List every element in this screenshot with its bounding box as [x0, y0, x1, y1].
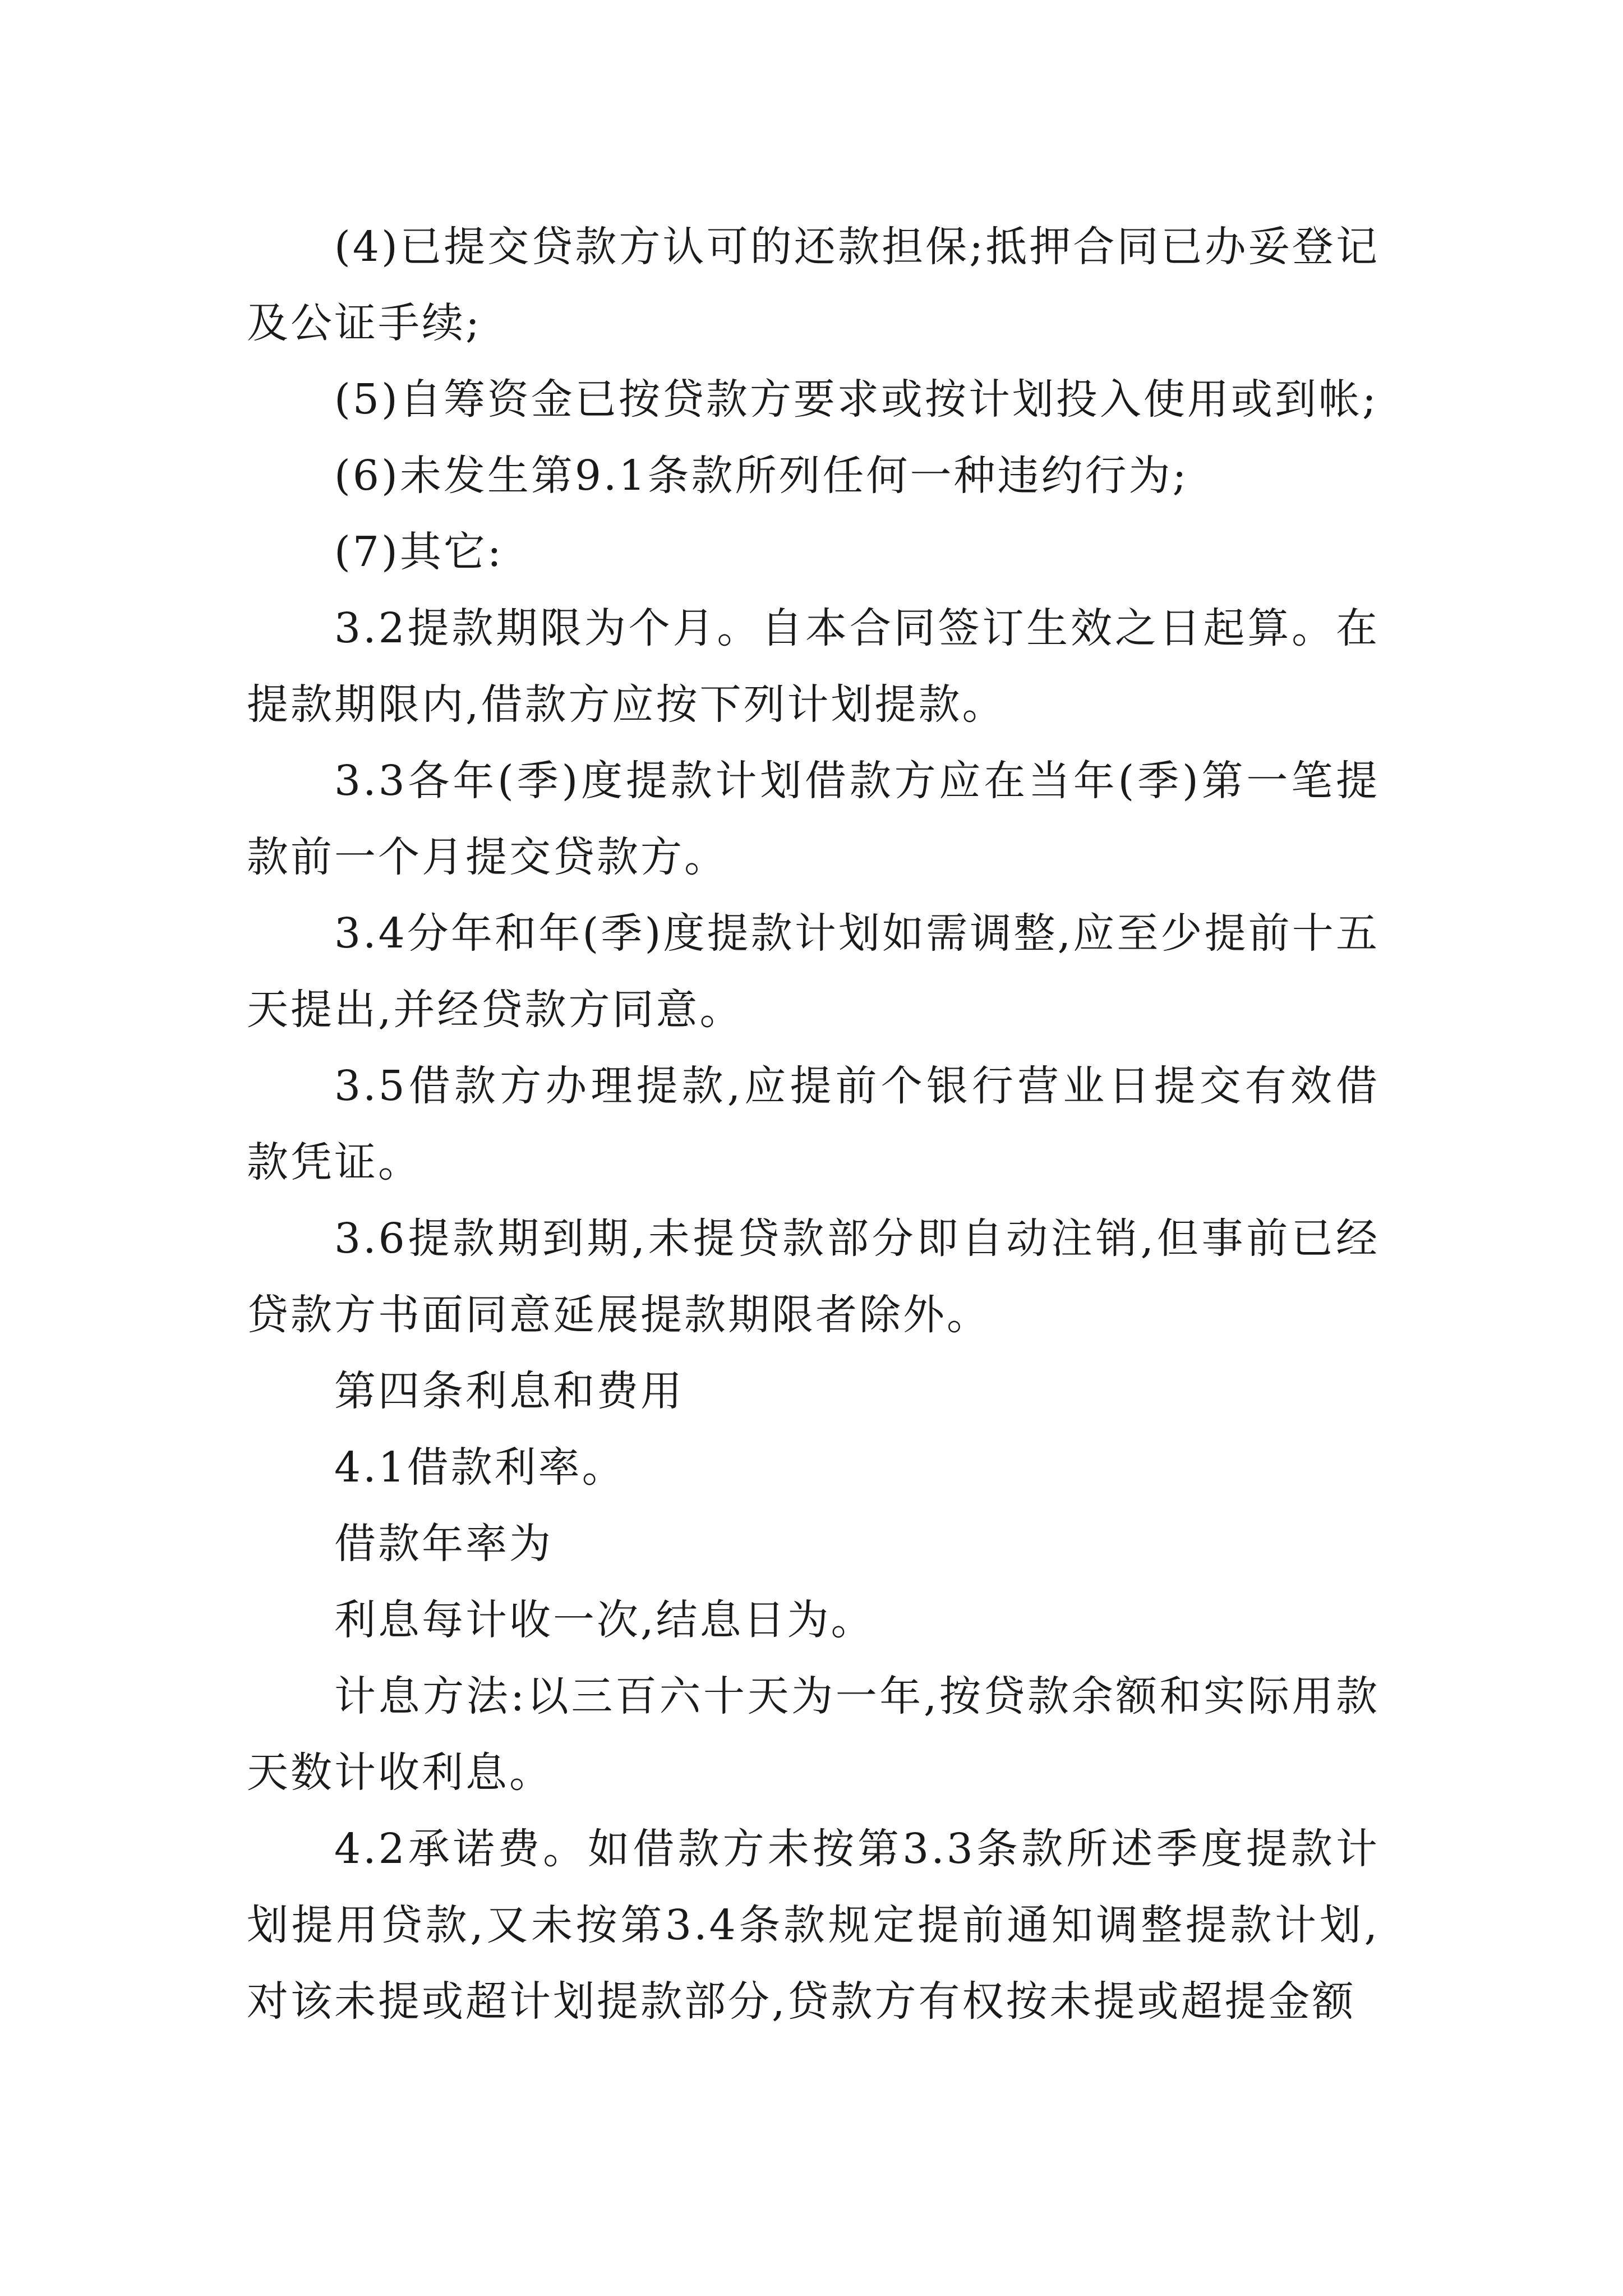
paragraph-item-5: (5)自筹资金已按贷款方要求或按计划投入使用或到帐; [334, 375, 1378, 424]
paragraph-clause-4-1: 4.1借款利率。 [334, 1443, 626, 1492]
paragraph-item-7: (7)其它: [334, 528, 504, 576]
paragraph-clause-3-5: 3.5借款方办理提款,应提前个银行营业日提交有效借款凭证。 [247, 1062, 1380, 1186]
paragraph-clause-4-2: 4.2承诺费。如借款方未按第3.3条款所述季度提款计划提用贷款,又未按第3.4条款规定提前通知调整提款计划,对该未提或超计划提款部分,贷款方有权按未提或超提金额 [247, 1825, 1380, 2026]
document-body [247, 209, 1380, 2040]
paragraph-clause-3-2: 3.2提款期限为个月。自本合同签订生效之日起算。在提款期限内,借款方应按下列计划提款。 [247, 604, 1380, 729]
paragraph-item-6: (6)未发生第9.1条款所列任何一种违约行为; [334, 452, 1189, 500]
paragraph-interest-settlement: 利息每计收一次,结息日为。 [334, 1596, 875, 1644]
paragraph-clause-3-6: 3.6提款期到期,未提贷款部分即自动注销,但事前已经贷款方书面同意延展提款期限者除外。 [247, 1214, 1380, 1339]
paragraph-item-4: (4)已提交贷款方认可的还款担保;抵押合同已办妥登记及公证手续; [247, 223, 1380, 347]
paragraph-clause-3-3: 3.3各年(季)度提款计划借款方应在当年(季)第一笔提款前一个月提交贷款方。 [247, 757, 1380, 881]
section-heading-article-4: 第四条利息和费用 [334, 1367, 684, 1415]
paragraph-interest-method: 计息方法:以三百六十天为一年,按贷款余额和实际用款天数计收利息。 [247, 1672, 1380, 1797]
paragraph-annual-rate: 借款年率为 [334, 1520, 553, 1568]
paragraph-clause-3-4: 3.4分年和年(季)度提款计划如需调整,应至少提前十五天提出,并经贷款方同意。 [247, 909, 1380, 1034]
